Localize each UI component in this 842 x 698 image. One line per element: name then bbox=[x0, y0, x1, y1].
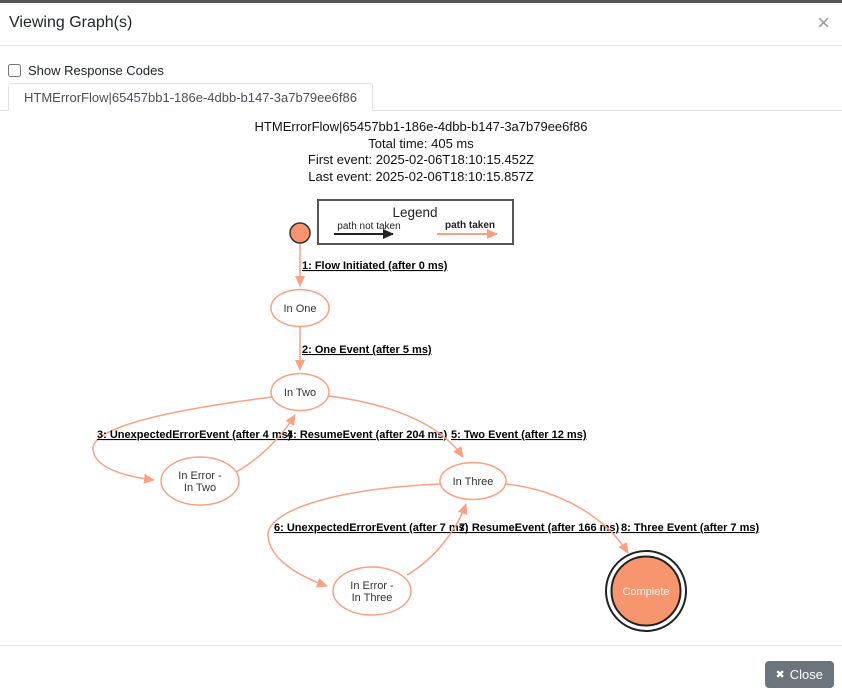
graph-title: HTMErrorFlow|65457bb1-186e-4dbb-b147-3a7b79ee6f86 bbox=[254, 119, 588, 134]
node-in-error-in-three-label-1: In Error - bbox=[350, 580, 394, 592]
edge-8-label: 8: Three Event (after 7 ms) bbox=[621, 522, 760, 534]
close-icon[interactable]: × bbox=[817, 10, 830, 35]
node-in-error-in-two bbox=[161, 457, 239, 505]
graph-total-time: Total time: 405 ms bbox=[368, 135, 474, 151]
edge-6-label: 6: UnexpectedErrorEvent (after 7 ms) bbox=[274, 522, 469, 534]
node-in-three-label: In Three bbox=[452, 476, 494, 488]
node-in-error-in-three bbox=[333, 567, 411, 615]
legend-path-not-taken-label: path not taken bbox=[337, 221, 401, 232]
close-button-label: Close bbox=[789, 667, 823, 682]
edge-7-label: 7: ResumeEvent (after 166 ms) bbox=[459, 522, 620, 534]
footer-divider bbox=[0, 645, 842, 646]
flow-graph-canvas bbox=[0, 195, 842, 645]
node-in-one-label: In One bbox=[283, 303, 317, 315]
legend bbox=[318, 200, 513, 244]
node-complete-label: Complete bbox=[622, 586, 670, 598]
show-response-codes-row[interactable] bbox=[8, 63, 164, 78]
edge-8-path bbox=[506, 484, 628, 553]
show-response-codes-checkbox[interactable] bbox=[8, 64, 21, 77]
node-in-two-label: In Two bbox=[283, 387, 317, 399]
edge-1-label: 1: Flow Initiated (after 0 ms) bbox=[302, 260, 448, 272]
close-button[interactable] bbox=[765, 661, 834, 688]
edge-5-path bbox=[329, 396, 463, 457]
node-in-error-in-three-label-2: In Three bbox=[351, 592, 393, 604]
graph-header bbox=[0, 119, 842, 185]
header-divider bbox=[0, 45, 842, 46]
node-in-error-in-two-label-2: In Two bbox=[183, 482, 217, 494]
graph-last-event: Last event: 2025-02-06T18:10:15.857Z bbox=[308, 168, 534, 184]
edge-4-label: 4: ResumeEvent (after 204 ms) bbox=[287, 429, 448, 441]
tab-flow-graph[interactable]: HTMErrorFlow|65457bb1-186e-4dbb-b147-3a7b79ee6f86 bbox=[8, 83, 373, 111]
legend-title: Legend bbox=[392, 205, 438, 220]
node-in-error-in-two-label-1: In Error - bbox=[178, 470, 222, 482]
close-button-x-icon: ✖ bbox=[775, 669, 785, 681]
dialog-title: Viewing Graph(s) bbox=[9, 14, 133, 31]
node-complete bbox=[606, 551, 686, 631]
legend-path-taken-label: path taken bbox=[444, 220, 496, 231]
node-in-three bbox=[440, 463, 506, 500]
node-in-one bbox=[271, 290, 329, 327]
node-start bbox=[290, 223, 310, 243]
graph-tab-bar bbox=[0, 83, 842, 111]
edge-7-path bbox=[407, 504, 466, 575]
graph-first-event: First event: 2025-02-06T18:10:15.452Z bbox=[307, 152, 535, 167]
edge-5-label: 5: Two Event (after 12 ms) bbox=[451, 429, 587, 441]
edge-3-label: 3: UnexpectedErrorEvent (after 4 ms) bbox=[97, 429, 292, 441]
show-response-codes-label: Show Response Codes bbox=[28, 63, 164, 78]
edge-2-label: 2: One Event (after 5 ms) bbox=[302, 344, 432, 356]
top-border bbox=[0, 0, 842, 3]
edge-4-path bbox=[236, 415, 295, 472]
node-in-two bbox=[271, 374, 329, 411]
